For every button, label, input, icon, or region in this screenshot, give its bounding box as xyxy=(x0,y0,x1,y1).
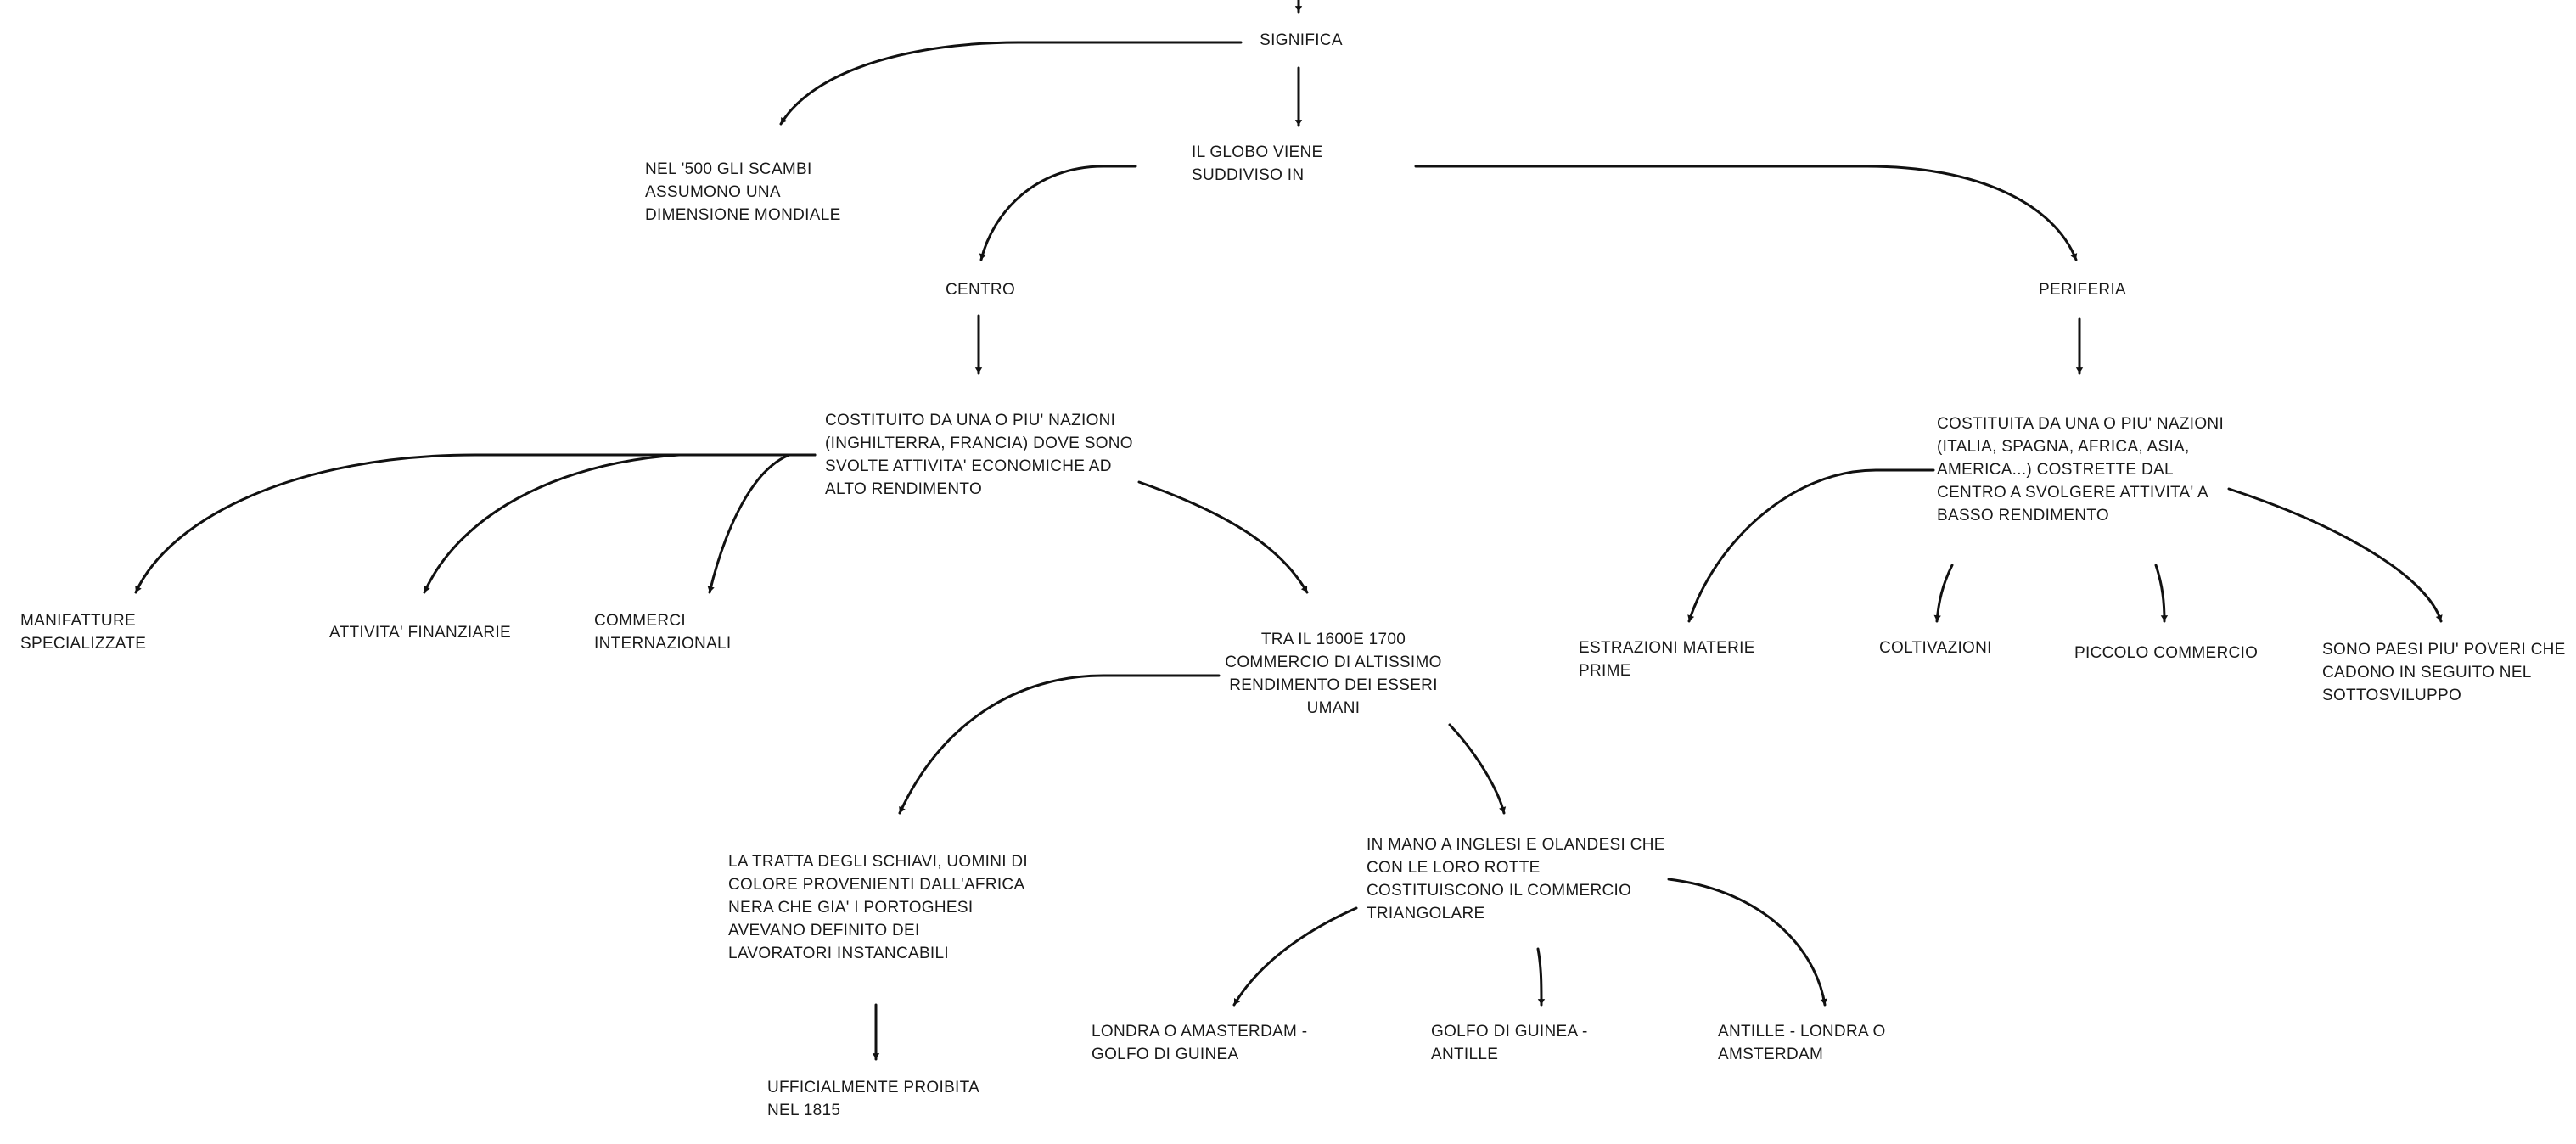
node-line: LAVORATORI INSTANCABILI xyxy=(728,945,949,962)
node-line: AMERICA...) COSTRETTE DAL xyxy=(1937,461,2174,479)
node-line: SOTTOSVILUPPO xyxy=(2322,687,2462,704)
node-proibita xyxy=(767,1076,979,1122)
node-line: PERIFERIA xyxy=(2039,281,2126,299)
node-line: SONO PAESI PIU' POVERI CHE xyxy=(2322,641,2566,659)
node-line: UFFICIALMENTE PROIBITA xyxy=(767,1079,980,1096)
node-antille xyxy=(1718,1020,1886,1066)
arrow-inglesi-antille xyxy=(1669,879,1825,1005)
node-line: ASSUMONO UNA xyxy=(645,183,781,201)
node-coltivazioni xyxy=(1879,636,1992,659)
arrowhead-icon xyxy=(2076,367,2083,373)
arrowhead-icon xyxy=(975,367,982,373)
arrow-globo-periferia xyxy=(1416,166,2076,260)
node-line: (ITALIA, SPAGNA, AFRICA, ASIA, xyxy=(1937,438,2190,456)
arrow-centro-manifatture xyxy=(136,455,815,592)
node-significa xyxy=(1248,29,1355,52)
node-line: COLORE PROVENIENTI DALL'AFRICA xyxy=(728,876,1025,894)
node-line: (INGHILTERRA, FRANCIA) DOVE SONO xyxy=(825,435,1133,452)
node-line: SPECIALIZZATE xyxy=(20,635,147,653)
arrowhead-icon xyxy=(1295,120,1302,126)
node-line: ANTILLE - LONDRA O xyxy=(1718,1023,1886,1040)
node-line: INTERNAZIONALI xyxy=(594,635,732,653)
node-line: MANIFATTURE xyxy=(20,612,136,630)
node-line: CADONO IN SEGUITO NEL xyxy=(2322,664,2532,681)
node-commerci xyxy=(594,609,732,655)
node-line: SUDDIVISO IN xyxy=(1192,166,1305,184)
node-line: NEL 1815 xyxy=(767,1102,841,1119)
arrow-tra-inglesi xyxy=(1450,725,1504,813)
node-line: COSTITUITA DA UNA O PIU' NAZIONI xyxy=(1937,415,2225,433)
node-finanziarie xyxy=(329,621,511,644)
node-line: IN MANO A INGLESI E OLANDESI CHE xyxy=(1367,836,1665,854)
node-londra xyxy=(1092,1020,1307,1066)
node-line: SVOLTE ATTIVITA' ECONOMICHE AD xyxy=(825,457,1112,475)
arrow-tra-tratta xyxy=(900,676,1219,813)
arrow-inglesi-londra xyxy=(1234,908,1356,1005)
node-line: RENDIMENTO DEI ESSERI xyxy=(1229,676,1438,694)
node-line: GOLFO DI GUINEA xyxy=(1092,1046,1239,1063)
node-line: AVEVANO DEFINITO DEI xyxy=(728,922,920,939)
node-estrazioni xyxy=(1579,636,1755,682)
node-line: PICCOLO COMMERCIO xyxy=(2074,644,2259,662)
arrow-periferia-piccolo xyxy=(2156,565,2164,621)
node-line: ESTRAZIONI MATERIE xyxy=(1579,639,1755,657)
node-line: CENTRO A SVOLGERE ATTIVITA' A xyxy=(1937,484,2208,502)
node-line: TRA IL 1600E 1700 xyxy=(1260,631,1406,648)
arrowhead-icon xyxy=(2161,615,2168,621)
node-line: TRIANGOLARE xyxy=(1367,905,1485,922)
node-line: ANTILLE xyxy=(1431,1046,1499,1063)
node-line: COLTIVAZIONI xyxy=(1879,639,1992,657)
arrow-periferia-estrazioni xyxy=(1689,470,1933,621)
node-tratta xyxy=(728,850,1028,965)
node-line: LONDRA O AMASTERDAM - xyxy=(1092,1023,1308,1040)
arrowhead-icon xyxy=(1295,6,1302,12)
node-line: IL GLOBO VIENE xyxy=(1192,143,1323,161)
node-line: COSTITUITO DA UNA O PIU' NAZIONI xyxy=(825,412,1116,429)
node-line: CON LE LORO ROTTE xyxy=(1367,859,1541,877)
arrow-significa-scambi xyxy=(781,42,1241,124)
node-line: LA TRATTA DEGLI SCHIAVI, UOMINI DI xyxy=(728,853,1028,871)
node-golfo xyxy=(1431,1020,1588,1066)
node-periferia xyxy=(2039,278,2126,301)
node-scambi xyxy=(645,158,841,227)
node-line: NEL '500 GLI SCAMBI xyxy=(645,160,812,178)
arrow-centro-tra xyxy=(1139,482,1307,592)
node-periferia-desc xyxy=(1937,412,2224,527)
node-poveri xyxy=(2322,638,2566,707)
node-line: BASSO RENDIMENTO xyxy=(1937,507,2109,524)
node-line: NERA CHE GIA' I PORTOGHESI xyxy=(728,899,974,917)
node-manifatture xyxy=(20,609,146,655)
node-tra xyxy=(1219,628,1448,720)
node-globo xyxy=(1192,141,1323,187)
arrowhead-icon xyxy=(873,1053,879,1059)
arrow-inglesi-golfo xyxy=(1538,949,1541,1005)
node-line: AMSTERDAM xyxy=(1718,1046,1824,1063)
arrowhead-icon xyxy=(1538,999,1545,1005)
node-line: UMANI xyxy=(1306,699,1361,717)
arrow-centro-finanziarie xyxy=(424,455,815,592)
node-line: CENTRO xyxy=(946,281,1016,299)
node-inglesi xyxy=(1367,833,1665,925)
arrow-globo-centro xyxy=(981,166,1136,260)
arrow-periferia-coltivazioni xyxy=(1937,565,1952,621)
node-centro-desc xyxy=(825,409,1133,501)
node-centro xyxy=(946,278,1015,301)
node-line: COMMERCI xyxy=(594,612,686,630)
node-line: DIMENSIONE MONDIALE xyxy=(645,206,841,224)
arrow-periferia-poveri xyxy=(2229,489,2441,621)
node-piccolo xyxy=(2074,642,2258,665)
node-line: COMMERCIO DI ALTISSIMO xyxy=(1225,653,1442,671)
node-line: COSTITUISCONO IL COMMERCIO xyxy=(1367,882,1632,900)
node-line: ALTO RENDIMENTO xyxy=(825,480,983,498)
node-line: SIGNIFICA xyxy=(1260,31,1343,49)
node-line: GOLFO DI GUINEA - xyxy=(1431,1023,1588,1040)
node-line: PRIME xyxy=(1579,662,1631,680)
node-line: ATTIVITA' FINANZIARIE xyxy=(329,624,512,642)
arrowhead-icon xyxy=(1934,615,1941,621)
arrow-centro-commerci xyxy=(710,455,815,592)
